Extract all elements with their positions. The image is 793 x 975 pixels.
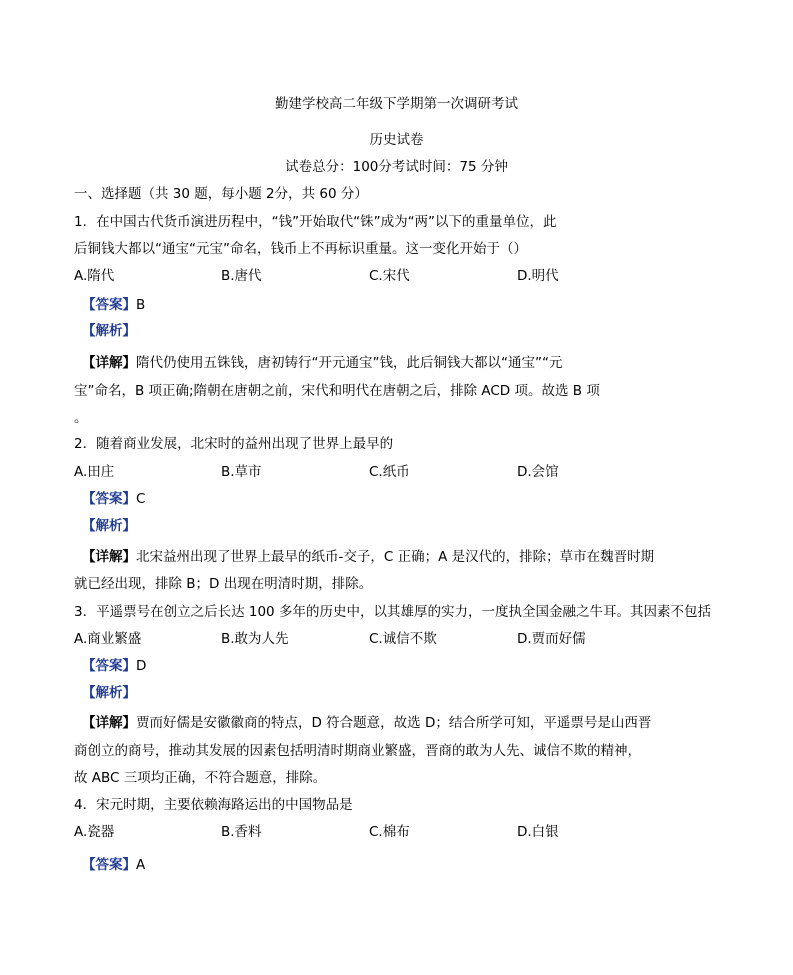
answer-label: 【答案】 <box>82 491 136 507</box>
question-2-detail-line1 <box>82 548 654 566</box>
answer-label: 【答案】 <box>82 297 136 313</box>
question-3-analysis-label <box>82 684 136 702</box>
question-3-option-d: D.贾而好儒 <box>517 631 586 647</box>
question-1-stem-line2: 后铜钱大都以“通宝“元宝”命名，钱币上不再标识重量。这一变化开始于（） <box>74 241 527 257</box>
question-3-option-c: C.诚信不欺 <box>369 631 437 647</box>
detail-label: 【详解】 <box>82 715 136 731</box>
question-3-detail-line1 <box>82 714 651 732</box>
analysis-label: 【解析】 <box>82 323 136 339</box>
question-1-analysis-label <box>82 322 136 340</box>
answer-label: 【答案】 <box>82 658 136 674</box>
exam-title: 勤建学校高二年级下学期第一次调研考试 <box>275 96 518 112</box>
question-4-option-a: A.瓷器 <box>74 824 115 840</box>
question-1-detail-line1 <box>82 354 562 372</box>
question-1-option-a: A.隋代 <box>74 268 115 284</box>
detail-text: 北宋益州出现了世界上最早的纸币-交子，C 正确；A 是汉代的，排除；草市在魏晋时期 <box>136 549 655 565</box>
question-4-option-b: B.香料 <box>221 824 262 840</box>
question-3-option-b: B.敢为人先 <box>221 631 289 647</box>
analysis-label: 【解析】 <box>82 518 136 534</box>
exam-meta: 试卷总分：100分考试时间：75 分钟 <box>285 159 508 175</box>
question-2-option-c: C.纸币 <box>369 464 410 480</box>
question-2-analysis-label <box>82 517 136 535</box>
question-2-detail-line2: 就已经出现，排除 B；D 出现在明清时期，排除。 <box>74 576 373 592</box>
question-4-answer <box>82 856 145 874</box>
question-3-answer <box>82 657 146 675</box>
question-3-detail-line2: 商创立的商号，推动其发展的因素包括明清时期商业繁盛，晋商的敢为人先、诚信不欺的精神， <box>74 743 641 759</box>
detail-label: 【详解】 <box>82 549 136 565</box>
question-4-stem-line1: 4．宋元时期，主要依赖海路运出的中国物品是 <box>74 797 353 813</box>
question-2-answer <box>82 490 145 508</box>
question-3-option-a: A.商业繁盛 <box>74 631 142 647</box>
analysis-label: 【解析】 <box>82 685 136 701</box>
answer-value: D <box>136 658 147 674</box>
question-1-option-b: B.唐代 <box>221 268 262 284</box>
question-2-option-b: B.草市 <box>221 464 262 480</box>
detail-text: 隋代仍使用五铢钱，唐初铸行“开元通宝”钱，此后铜钱大都以“通宝”“元 <box>136 355 563 371</box>
question-3-stem-line1: 3．平遥票号在创立之后长达 100 多年的历史中，以其雄厚的实力，一度执全国金融之牛耳。其因素不包括 <box>74 604 711 620</box>
subject-title: 历史试卷 <box>369 132 424 148</box>
question-1-answer <box>82 296 145 314</box>
answer-value: C <box>136 491 146 507</box>
question-4-option-d: D.白银 <box>517 824 559 840</box>
answer-value: A <box>136 857 146 873</box>
detail-text: 贾而好儒是安徽徽商的特点，D 符合题意，故选 D；结合所学可知，平遥票号是山西晋 <box>136 715 652 731</box>
question-1-option-d: D.明代 <box>517 268 559 284</box>
section-heading: 一、选择题（共 30 题，每小题 2分，共 60 分） <box>74 186 368 202</box>
question-1-option-c: C.宋代 <box>369 268 410 284</box>
question-2-option-d: D.会馆 <box>517 464 559 480</box>
question-2-stem-line1: 2．随着商业发展，北宋时的益州出现了世界上最早的 <box>74 436 394 452</box>
detail-label: 【详解】 <box>82 355 136 371</box>
question-1-stem-line1: 1．在中国古代货币演进历程中，“钱”开始取代“铢”成为“两”以下的重量单位，此 <box>74 214 557 230</box>
question-3-detail-line3: 故 ABC 三项均正确，不符合题意，排除。 <box>74 770 327 786</box>
answer-value: B <box>136 297 146 313</box>
question-2-option-a: A.田庄 <box>74 464 115 480</box>
question-4-option-c: C.棉布 <box>369 824 410 840</box>
question-1-detail-line2: 宝”命名，B 项正确;隋朝在唐朝之前，宋代和明代在唐朝之后，排除 ACD 项。故选 B 项 <box>74 383 600 399</box>
answer-label: 【答案】 <box>82 857 136 873</box>
question-1-detail-line3: 。 <box>74 410 88 426</box>
